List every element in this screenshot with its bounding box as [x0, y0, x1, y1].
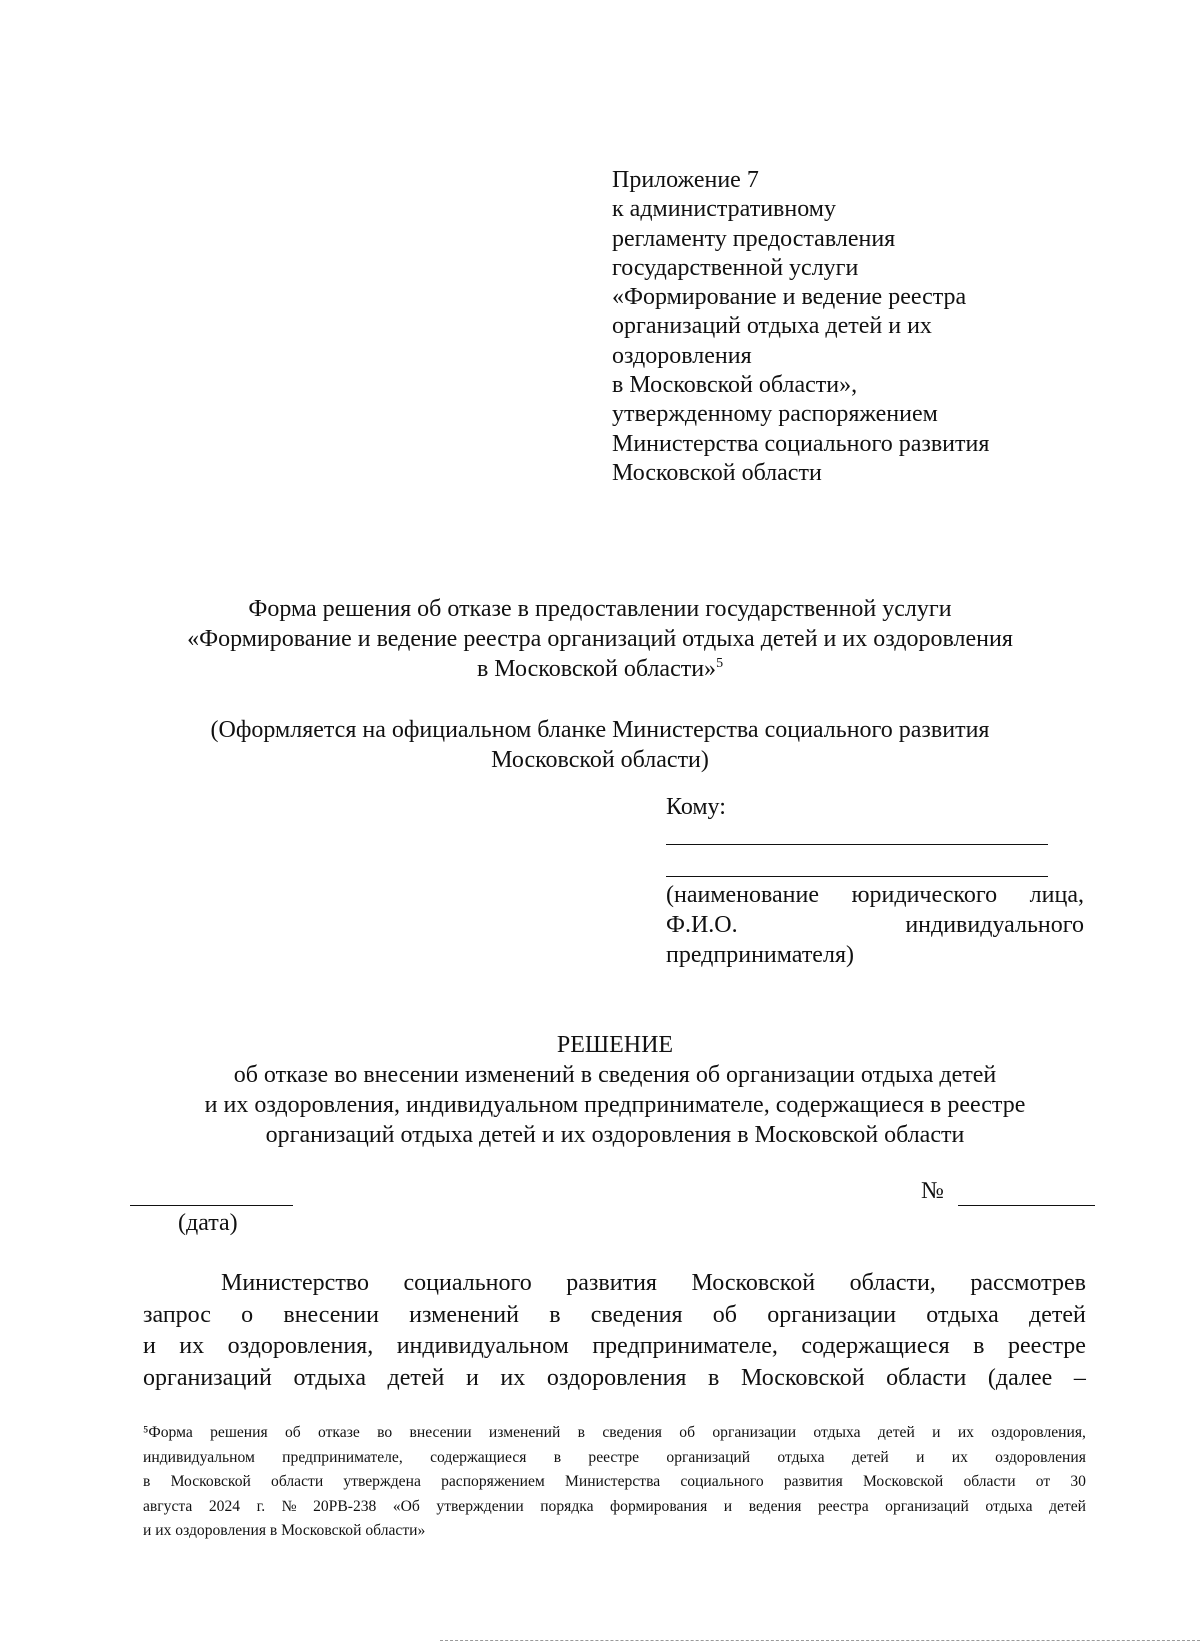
appendix-line: «Формирование и ведение реестра	[612, 284, 967, 311]
body-line	[143, 1268, 1086, 1300]
body-word: области	[886, 1364, 967, 1391]
form-title-line: Форма решения об отказе в предоставлении государственной услуги	[248, 596, 952, 622]
body-word: предпринимателе,	[592, 1333, 778, 1359]
body-word: реестре	[1007, 1333, 1086, 1359]
blank-note-line: Московской области)	[491, 747, 709, 773]
footnote-word: их	[957, 1424, 974, 1441]
footnote-word: 20РВ-238	[313, 1497, 377, 1515]
footnote-word: августа	[143, 1497, 193, 1515]
hint-word: (наименование	[666, 882, 820, 908]
blank-note-line: (Оформляется на официальном бланке Министерства социального развития	[210, 717, 990, 743]
footnote-word: «Об	[392, 1497, 420, 1515]
footnote-word: их	[951, 1448, 968, 1466]
footnote-word: ведения	[748, 1497, 802, 1515]
body-word: детей	[1029, 1301, 1086, 1328]
footnote-word: порядка	[540, 1497, 594, 1515]
footnote-word: в	[553, 1448, 562, 1466]
footnote-word: предпринимателе,	[282, 1448, 403, 1466]
form-title-line: «Формирование и ведение реестра организаций отдыха детей и их оздоровления	[187, 626, 1013, 652]
footnote-word: распоряжением	[441, 1473, 545, 1491]
footnote-word: отдыха	[985, 1497, 1033, 1515]
recipient-hint-line	[666, 880, 1084, 910]
body-word: и	[143, 1333, 156, 1359]
footnote-word: утверждении	[436, 1497, 524, 1515]
body-word: оздоровления,	[227, 1333, 374, 1359]
body-word: индивидуальном	[396, 1333, 569, 1359]
footnote-word: 2024	[208, 1497, 241, 1515]
footnote-word: формирования	[610, 1497, 708, 1515]
appendix-line: оздоровления	[612, 342, 752, 369]
footnote-word: организаций	[885, 1497, 969, 1515]
footnote-word: отказе	[318, 1424, 360, 1441]
body-word: изменений	[409, 1301, 519, 1328]
footnote-word: и	[723, 1497, 733, 1515]
appendix-line: Приложение 7	[612, 167, 759, 193]
recipient-hint-line: предпринимателя)	[666, 942, 854, 968]
footnote-reference: 5	[716, 656, 724, 671]
form-title-line-text: в Московской области»	[476, 656, 717, 682]
footnote-word: и	[932, 1424, 941, 1441]
recipient-blank-line-2[interactable]	[666, 876, 1048, 877]
body-word: организаций	[143, 1364, 272, 1391]
footnote-word: отдыха	[777, 1448, 825, 1466]
recipient-label: Кому:	[666, 794, 726, 820]
body-word: развития	[566, 1270, 657, 1296]
body-word: о	[241, 1301, 254, 1328]
recipient-hint	[666, 880, 1084, 970]
footnote-word: №	[281, 1497, 297, 1515]
form-title-line	[100, 654, 1100, 684]
footnote-line	[143, 1519, 1086, 1544]
footnote-word: внесении	[409, 1424, 472, 1441]
appendix-line: Московской области	[612, 459, 822, 486]
body-word: Министерство	[221, 1270, 369, 1296]
decision-title	[100, 1030, 1130, 1150]
body-word: области,	[849, 1270, 936, 1296]
footnote-word: детей	[851, 1448, 889, 1466]
official-blank-note	[100, 715, 1100, 775]
footnote-word: утверждена	[343, 1473, 421, 1491]
body-word: –	[1073, 1364, 1086, 1391]
body-word: оздоровления	[546, 1364, 687, 1391]
hint-word: юридического	[851, 882, 998, 908]
body-word: их	[179, 1333, 205, 1359]
footnote-word: Московской	[170, 1473, 251, 1491]
appendix-line: государственной услуги	[612, 254, 859, 281]
footnote-word: в	[577, 1424, 585, 1441]
footnote-word: развития	[783, 1473, 843, 1491]
footnote-word: детей	[1049, 1497, 1086, 1515]
body-word: (далее	[987, 1364, 1053, 1391]
appendix-line: Министерства социального развития	[612, 430, 990, 457]
body-word: их	[500, 1364, 526, 1391]
footnote-word: оздоровления,	[991, 1424, 1086, 1441]
footnote-word: об	[284, 1424, 301, 1441]
footnote-word: г.	[256, 1497, 266, 1515]
footnote-word: Министерства	[564, 1473, 661, 1491]
date-blank-line[interactable]	[130, 1205, 293, 1206]
footnote-word: социального	[680, 1473, 764, 1491]
body-word: рассмотрев	[970, 1270, 1086, 1296]
footnote-word: реестре	[588, 1448, 640, 1466]
decision-heading: РЕШЕНИЕ	[556, 1032, 674, 1058]
footnote-word: в	[143, 1473, 151, 1491]
body-paragraph	[143, 1268, 1086, 1394]
decision-subtitle-line: об отказе во внесении изменений в сведения об организации отдыха детей	[233, 1062, 997, 1088]
hint-word: Ф.И.О.	[666, 912, 738, 938]
number-blank-line[interactable]	[958, 1205, 1095, 1206]
date-hint: (дата)	[178, 1210, 238, 1236]
footnote-word: индивидуальном	[143, 1448, 255, 1466]
appendix-line: организаций отдыха детей и их	[612, 313, 932, 340]
footnote-word: об	[679, 1424, 696, 1441]
footnote-word: Московской	[862, 1473, 944, 1491]
body-line	[143, 1331, 1086, 1363]
footnote-line	[143, 1421, 1086, 1446]
footnote-word: во	[377, 1424, 393, 1441]
footnote-word: сведения	[602, 1424, 662, 1441]
footnote-word: области	[271, 1473, 324, 1491]
body-word: организации	[767, 1301, 897, 1328]
body-word: в	[973, 1333, 985, 1359]
appendix-line: в Московской области»,	[612, 372, 858, 399]
footnote-word: детей	[877, 1424, 915, 1441]
footnote-word: содержащиеся	[430, 1448, 527, 1466]
footnote-word: решения	[210, 1424, 268, 1441]
decision-subtitle-line: организаций отдыха детей и их оздоровления в Московской области	[265, 1122, 965, 1148]
body-word: детей	[387, 1364, 445, 1391]
body-word: внесении	[283, 1301, 379, 1328]
body-word: Московской	[740, 1364, 865, 1391]
appendix-line: регламенту предоставления	[612, 225, 896, 252]
recipient-blank-line-1[interactable]	[666, 844, 1048, 845]
appendix-line: утвержденному распоряжением	[612, 401, 938, 428]
body-word: в	[708, 1364, 720, 1391]
body-line	[143, 1363, 1086, 1395]
body-word: и	[465, 1364, 479, 1391]
footnote-word: и их оздоровления в Московской области»	[143, 1522, 426, 1540]
body-word: Московской	[691, 1270, 816, 1296]
footnote-word: ⁵Форма	[143, 1424, 193, 1441]
hint-word: индивидуального	[905, 912, 1084, 938]
body-word: отдыха	[926, 1301, 999, 1328]
form-title	[100, 594, 1100, 684]
appendix-block	[612, 166, 1132, 488]
scan-edge-divider	[440, 1640, 1200, 1641]
footnote-word: организации	[712, 1424, 797, 1441]
body-word: отдыха	[293, 1364, 366, 1391]
footnote-line	[143, 1470, 1086, 1495]
footnote	[143, 1421, 1086, 1544]
number-label: №	[921, 1178, 944, 1204]
footnote-word: изменений	[488, 1424, 561, 1441]
body-word: социального	[403, 1270, 532, 1296]
footnote-word: оздоровления	[995, 1448, 1086, 1466]
decision-subtitle-line: и их оздоровления, индивидуальном предпринимателе, содержащиеся в реестре	[204, 1092, 1026, 1118]
body-word: запрос	[143, 1301, 211, 1328]
footnote-word: отдыха	[813, 1424, 861, 1441]
body-word: содержащиеся	[801, 1333, 950, 1359]
recipient-hint-line	[666, 910, 1084, 940]
footnote-word: организаций	[666, 1448, 751, 1466]
footnote-word: области	[963, 1473, 1016, 1491]
body-line	[143, 1300, 1086, 1332]
body-word: в	[549, 1301, 561, 1328]
footnote-line	[143, 1446, 1086, 1471]
footnote-word: 30	[1070, 1473, 1086, 1491]
footnote-word: от	[1035, 1473, 1051, 1491]
footnote-word: и	[916, 1448, 925, 1466]
footnote-line	[143, 1495, 1086, 1520]
hint-word: лица,	[1029, 882, 1084, 908]
appendix-line: к административному	[612, 196, 836, 223]
body-word: сведения	[590, 1301, 683, 1328]
body-word: об	[712, 1301, 737, 1328]
footnote-word: реестра	[817, 1497, 869, 1515]
